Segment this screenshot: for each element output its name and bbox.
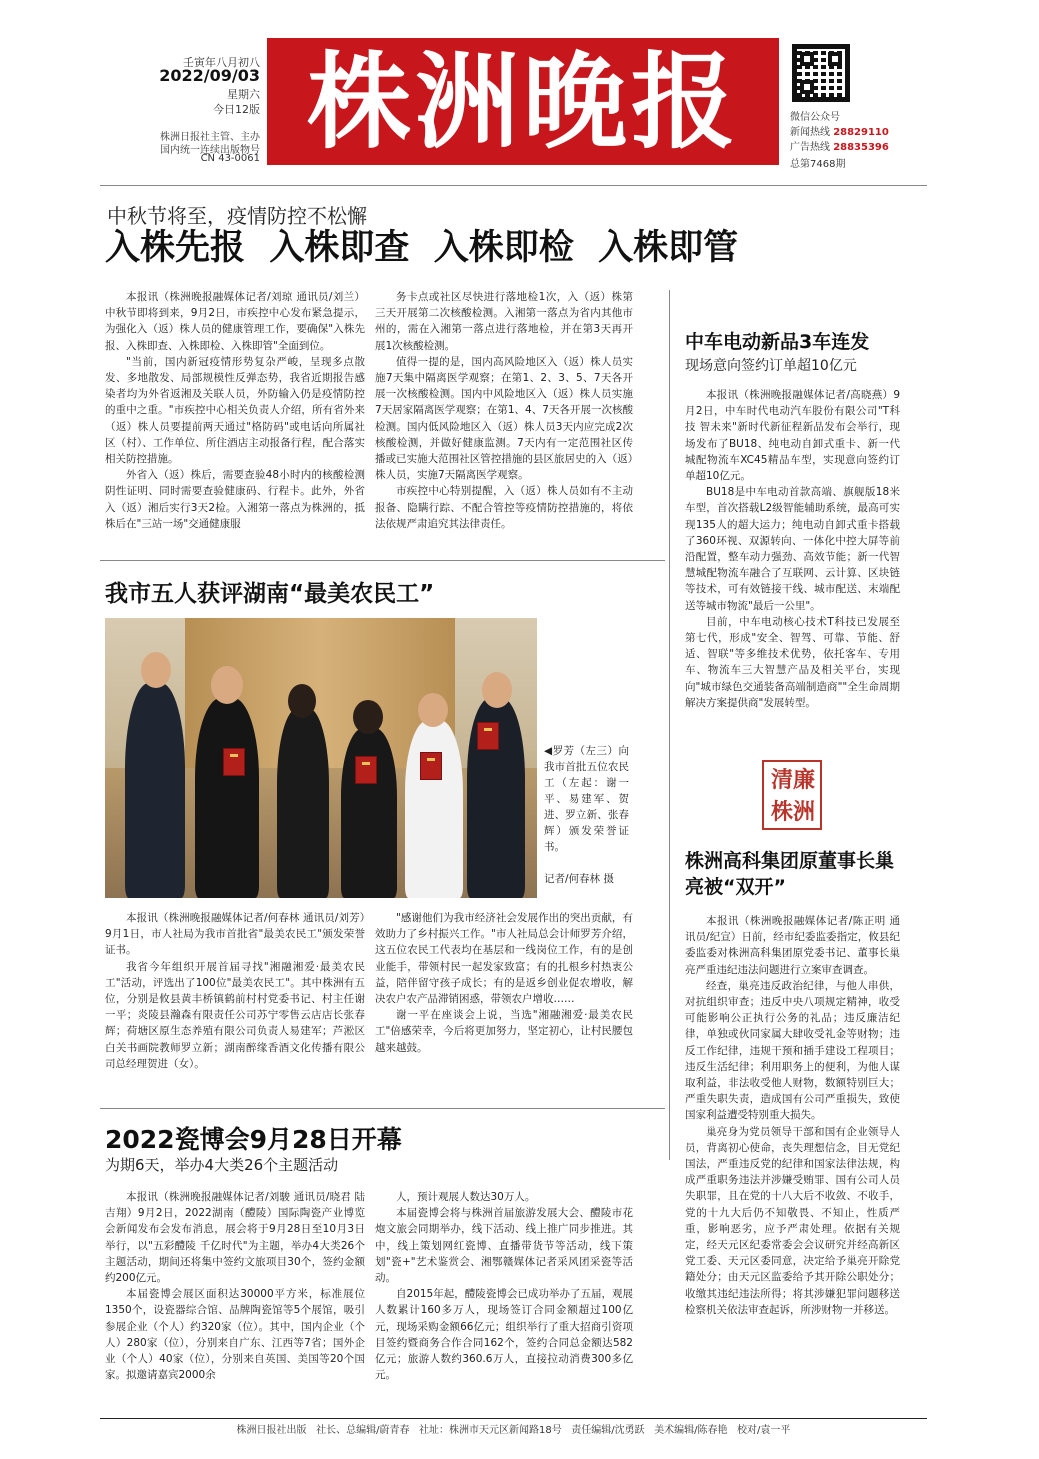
news-hotline-number: 28829110 [833,127,889,138]
section-divider [100,560,665,561]
story-migrant-workers [100,565,670,1085]
paragraph: 外省入（返）株后，需要查验48小时内的核酸检测阴性证明、同时需要查验健康码、行程卡。此外，外省入（返）湘后实行3天2检。入湘第一落点为株洲的，抵株后在"三站一场"交通健康服 [105,469,365,530]
photo-caption: ◀罗芳（左三）向我市首批五位农民工（左起：谢一平、易建军、贺进、罗立新、张春辉）颁发荣誉证书。 [544,745,629,853]
ad-hotline-label: 广告热线 [790,142,830,153]
wechat-label: 微信公众号 [790,112,840,123]
sponsor: 株洲日报社主管、主办 [160,132,260,143]
paragraph: 我省今年组织开展首届寻找"湘融湘爱·最美农民工"活动，评选出了100位"最美农民工"。其中株洲有五位，分别是攸县黄丰桥镇鹤前村村党委书记、村主任谢一平；炎陵县瀚森有限责任公司苏宁零售云店店长张春辉；荷塘区原生态养殖有限公司负责人易建军；芦淞区白关书画院教师罗立新；湖南醉缘香酒文化传播有限公司总经理贺进（女）。 [105,960,365,1070]
story-headline: 株洲高科集团原董事长巢亮被“双开” [685,850,895,898]
paragraph: 本报讯（株洲晚报融媒体记者/何春林 通讯员/刘芳）9月1日，市人社局为我市首批省"最美农民工"颁发荣誉证书。 [105,912,365,957]
masthead-banner [267,38,779,165]
paragraph: 市疾控中心特别提醒，入（返）株人员如有不主动报备、隐瞒行踪、不配合管控等疫情防控措施的，将依法依规严肃追究其法律责任。 [375,485,633,530]
story-headline: 中车电动新品3车连发 [685,331,870,353]
story-porcelain-expo [100,1114,670,1414]
ad-hotline-number: 28835396 [833,142,889,153]
story-body-col2 [375,1189,633,1383]
story-headline: 我市五人获评湖南“最美农民工” [105,581,435,607]
award-photo [105,618,537,898]
edition-count: 今日12版 [213,103,260,116]
footer-rule [100,1418,927,1419]
seal-text: 清廉株洲 [770,767,815,825]
news-hotline-label: 新闻热线 [790,127,830,138]
story-body [685,387,900,711]
story-headline: 入株先报 入株即查 入株即检 入株即管 [105,228,739,268]
paragraph: 本报讯（株洲晚报融媒体记者/陈正明 通讯员/纪宣）日前，经市纪委监委指定，攸县纪委监委对株洲高科集团原党委书记、董事长巢亮严重违纪违法问题进行立案审查调查。 [685,915,900,976]
paragraph: 本届瓷博会将与株洲首届旅游发展大会、醴陵市花炮文旅会同期举办，线下活动、线上推广同步推进。其中，线上策划网红瓷博、直播带货节等活动，线下策划"瓷+"艺术鉴赏会、湘鄂赣媒体记者采风团采瓷等活动。 [375,1207,633,1285]
seal-box [762,760,822,830]
story-body-col2 [375,289,633,532]
lunar-date: 壬寅年八月初八 [183,56,260,69]
issue-number: 总第7468期 [790,159,846,170]
paragraph: 目前，中车电动核心技术T科技已发展至第七代，形成"安全、智驾、可靠、节能、舒适、智联"等多维技术优势，依托客车、专用车、物流车三大智慧产品及相关平台，实现向"城市绿色交通装备高端制造商""全生命周期解决方案提供商"发展转型。 [685,615,900,709]
footer-credits: 株洲日报社出版 社长、总编辑/蔚青春 社址：株洲市天元区新闻路18号 责任编辑/沈勇跃 美术编辑/陈春艳 校对/袁一平 [236,1425,791,1436]
paragraph: 本报讯（株洲晚报融媒体记者/刘駿 通讯员/晓君 陆吉翔）9月2日，2022湖南（醴陵）国际陶瓷产业博览会新闻发布会发布消息，展会将于9月28日至10月3日举行，以"五彩醴陵 千亿时代"为主题，举办4大类26个主题活动，期间还将集中签约文旅项目30个，签约金额约200亿元。 [105,1191,365,1285]
story-body-col2 [375,910,633,1056]
paragraph: 值得一提的是，国内高风险地区入（返）株人员实施7天集中隔离医学观察；在第1、2、3、5、7天各开展一次核酸检测。国内中风险地区入（返）株人员实施7天居家隔离医学观察；在第1、4、7天各开展一次核酸检测。国内低风险地区入（返）株人员3天内应完成2次核酸检测，并做好健康监测。7天内有一定范围社区传播或已实施大范围社区管控措施的县区旅居史的入（返）株人员，实施7天隔离医学观察。 [375,355,633,482]
paragraph: 巢亮身为党员领导干部和国有企业领导人员，背离初心使命，丧失理想信念，目无党纪国法，严重违反党的纪律和国家法律法规，构成严重职务违法并涉嫌受贿罪、国有公司人员失职罪，且在党的十八大后不收敛、不收手，党的十九大后仍不知敬畏、不知止，性质严重，影响恶劣，应予严肃处理。依据有关规定，经天元区纪委常委会会议研究并经高新区党工委、天元区委同意，决定给予巢亮开除党籍处分；由天元区监委给予其开除公职处分；收缴其违纪违法所得；将其涉嫌犯罪问题移送检察机关依法审查起诉，所涉财物一并移送。 [685,1125,900,1316]
paragraph: 本报讯（株洲晚报融媒体记者/高晓燕）9月2日，中车时代电动汽车股份有限公司"T科技 智未来"新时代新征程新品发布会举行，现场发布了BU18、纯电动自卸式重卡、新一代城配物流车XC45精品车型，实现意向签约订单超10亿元。 [685,389,900,483]
story-kicker: 中秋节将至，疫情防控不松懈 [107,204,367,228]
masthead-divider [100,185,927,186]
news-hotline [790,123,889,138]
story-epidemic [100,196,739,550]
cn-serial: 国内统一连续出版物号 [160,145,260,156]
paragraph: "当前，国内新冠疫情形势复杂严峻，呈现多点散发、多地散发、局部规模性反弹态势，我省近期报告感染者均为外省返湘及关联人员，外防输入仍是疫情防控的重中之重。"市疾控中心相关负责人介绍，所有省外来（返）株人员要提前两天通过"格防码"或电话向所属社区（村）、工作单位、所住酒店主动报备行程，配合落实相关防控措施。 [105,355,365,466]
clean-zhuzhou-seal [752,756,832,834]
masthead [0,0,1039,190]
paragraph: 自2015年起，醴陵瓷博会已成功举办了五届，观展人数累计160多万人，现场签订合同金额超过100亿元，现场采购金额66亿元；组织举行了重大招商引资项目签约暨商务合作合同162个，签约合同总金额达582亿元；旅游人数约360.6万人，直接拉动消费300多亿元。 [375,1288,633,1382]
ad-hotline [790,138,889,153]
cn-number: CN 43-0061 [200,153,260,164]
paragraph: 人，预计观展人数达30万人。 [396,1191,536,1203]
story-headline: 2022瓷博会9月28日开幕 [105,1125,402,1154]
story-crrc [683,325,923,745]
paragraph: 本届瓷博会展区面积达30000平方米，标准展位1350个，设瓷器综合馆、品牌陶瓷馆等5个展馆，吸引参展企业（个人）约320家（位）。其中，国内企业（个人）280家（位），分别来自广东、江西等7省；国外企业（个人）40家（位），分别来自英国、美国等20个国家。拟邀请嘉宾2000余 [105,1288,365,1382]
story-body-col1 [105,1189,365,1383]
paragraph: BU18是中车电动首款高端、旗舰版18米车型，首次搭载L2级智能辅助系统，最高可实现135人的超大运力；纯电动自卸式重卡搭载了360环视、双源转向、一体化中控大屏等前沿配置，整车动力强劲、高效节能；新一代智慧城配物流车融合了互联网、云计算、区块链等技术，可有效链接干线、城市配送、末端配送等城市物流"最后一公里"。 [685,486,900,612]
story-body-col1 [105,910,365,1072]
photo-credit: 记者/何春林 摄 [544,873,614,885]
weekday: 星期六 [227,88,260,101]
masthead-title: 株洲晚报 [306,40,739,163]
paragraph: 经查，巢亮违反政治纪律，与他人串供，对抗组织审查；违反中央八项规定精神，收受可能影响公正执行公务的礼品；违反廉洁纪律，单独或伙同家属大肆收受礼金等财物；违反工作纪律，违规干预和插手建设工程项目；违反生活纪律；利用职务上的便利，为他人谋取利益，非法收受他人财物，数额特别巨大；严重失职失责，造成国有公司严重损失，致使国家利益遭受特别重大损失。 [685,979,900,1122]
issue-date: 2022/09/03 [159,66,260,85]
paragraph: 谢一平在座谈会上说，当选"湘融湘爱·最美农民工"倍感荣幸，今后将更加努力，坚定初心，让村民腰包越来越鼓。 [375,1009,633,1054]
paragraph: 本报讯（株洲晚报融媒体记者/刘琼 通讯员/刘兰）中秋节即将到来，9月2日，市疾控中心发布紧急提示，为强化入（返）株人员的健康管理工作，要确保"入株先报、入株即查、入株即检、入株即管"全面到位。 [105,291,365,352]
section-divider [100,1108,665,1109]
story-subhead: 为期6天，举办4大类26个主题活动 [105,1156,339,1174]
qr-code [792,44,850,102]
story-disciplinary [683,848,923,1368]
story-subhead: 现场意向签约订单超10亿元 [685,358,857,374]
story-body-col1 [105,289,365,532]
paragraph: 务卡点或社区尽快进行落地检1次，入（返）株第三天开展第二次核酸检测。入湘第一落点为省内其他市州的，需在入湘第一落点进行落地检，并在第3天再开展1次核酸检测。 [375,291,633,352]
paragraph: "感谢他们为我市经济社会发展作出的突出贡献，有效助力了乡村振兴工作。"市人社局总会计师罗芳介绍，这五位农民工代表均在基层和一线岗位工作，有的是创业能手，带领村民一起发家致富；有的扎根乡村热衷公益，陪伴留守孩子成长；有的是返乡创业促农增收，解决农户农产品滞销困惑，带领农户增收…… [375,912,633,1006]
story-body [685,913,900,1318]
